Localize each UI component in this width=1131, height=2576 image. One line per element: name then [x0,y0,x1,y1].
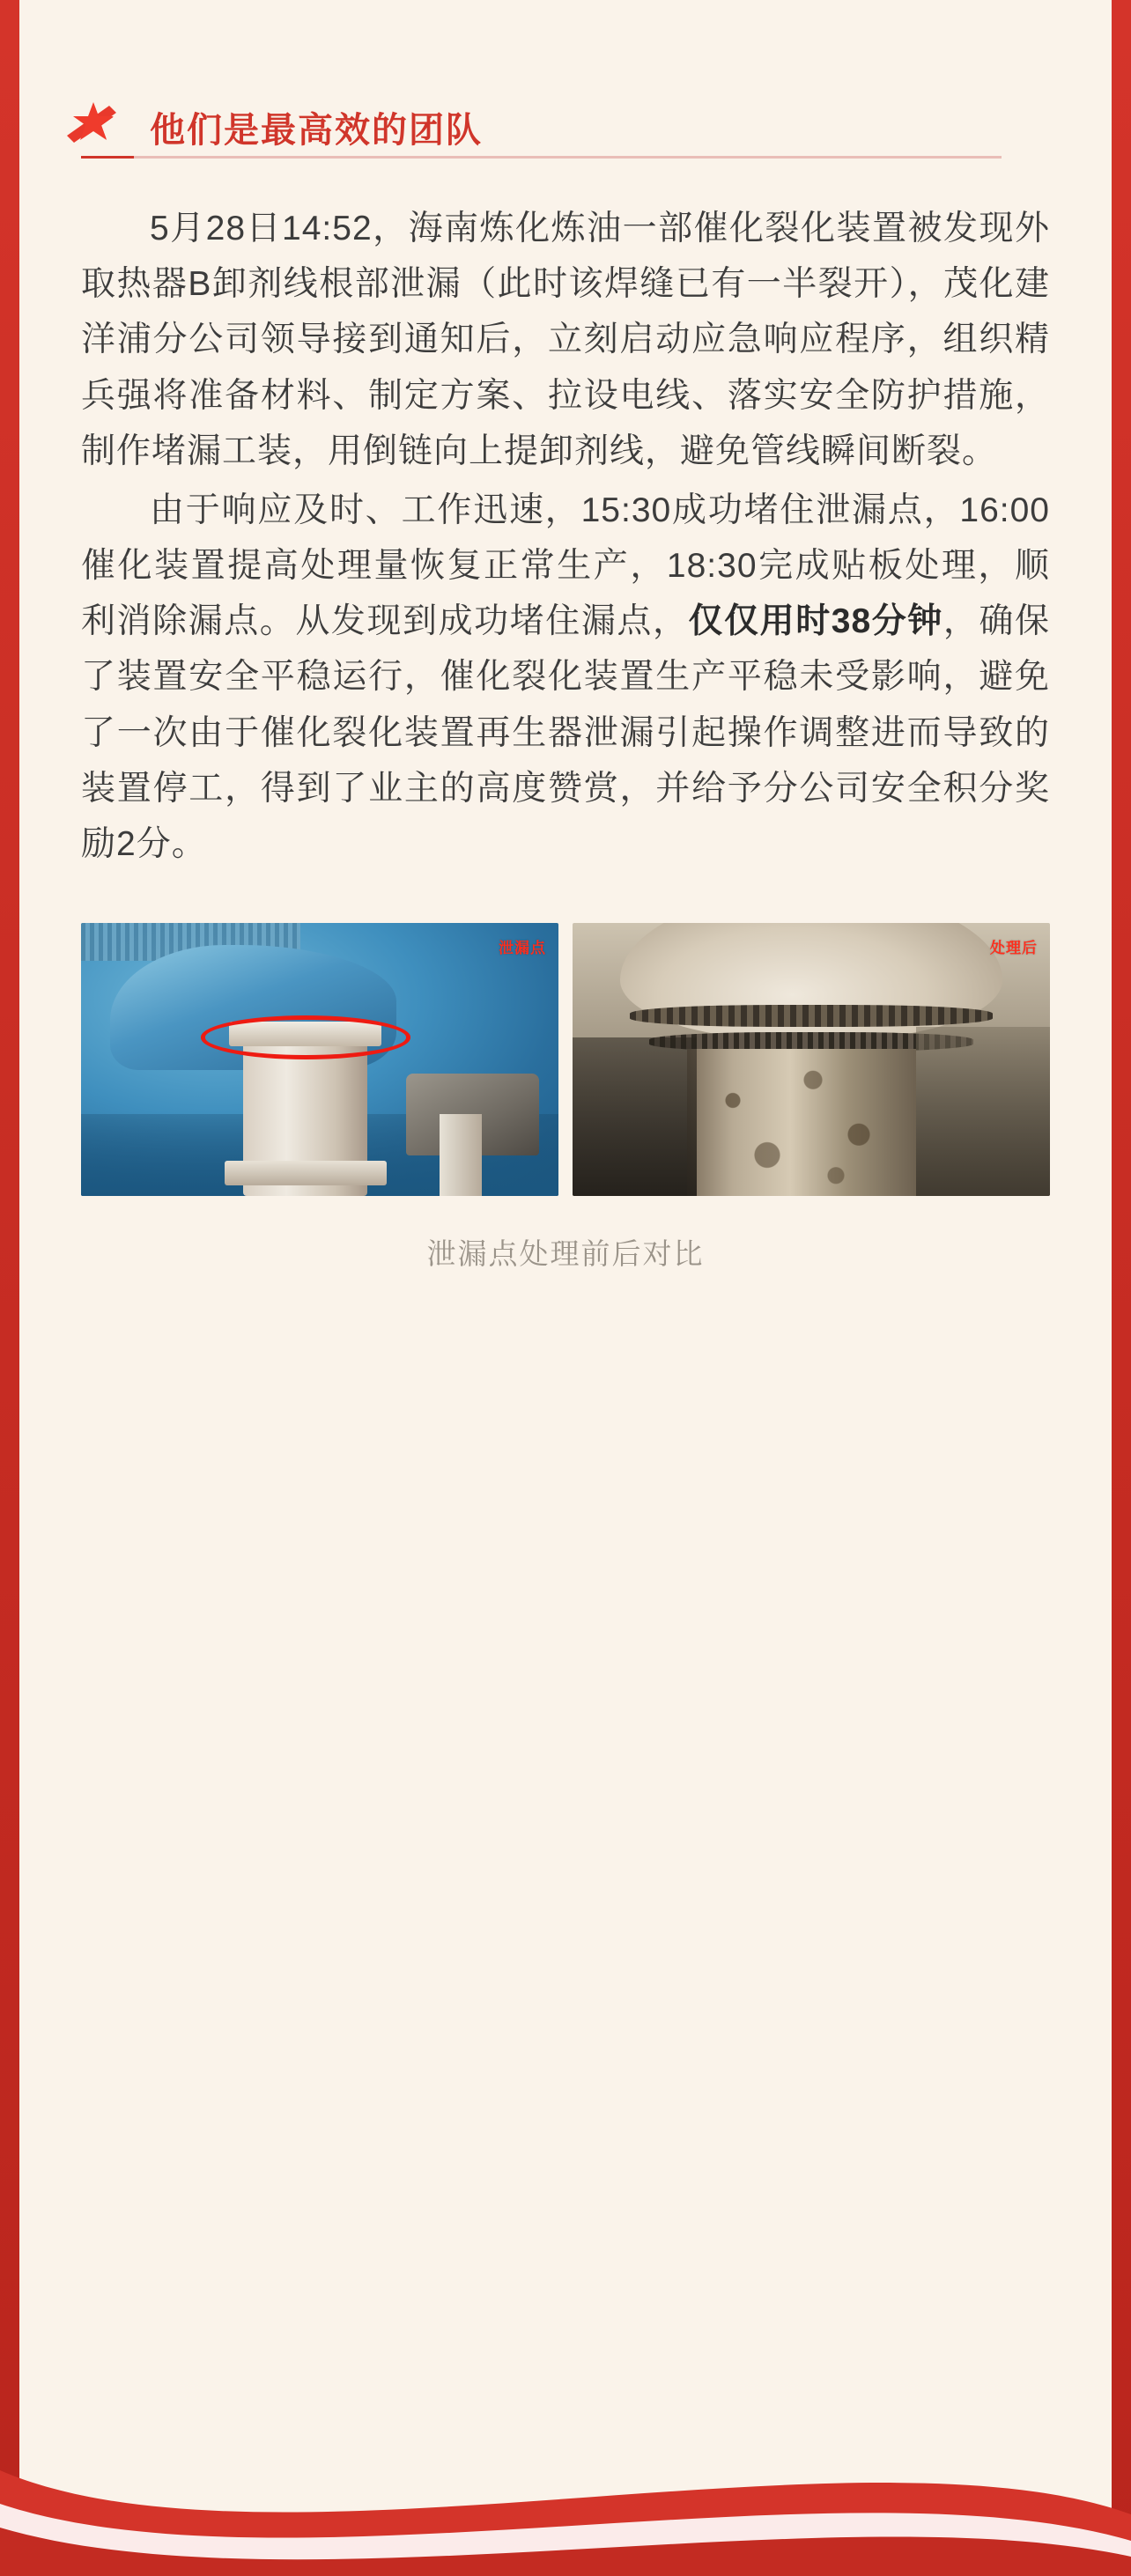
article-paragraph-1: 5月28日14:52，海南炼化炼油一部催化裂化装置被发现外取热器B卸剂线根部泄漏（此时该焊缝已有一半裂开），茂化建洋浦分公司领导接到通知后，立刻启动应急响应程序，组织精兵强将准备材料、制定方案、拉设电线、落实安全防护措施，制作堵漏工装，用倒链向上提卸剂线，避免管线瞬间断裂。 [81,210,1050,470]
article-body [81,201,1050,872]
before-photo-side-pipe [440,1114,483,1196]
section-heading [19,95,1112,159]
after-photo-weld-seam-upper [630,1005,993,1027]
left-red-edge-bar [0,0,19,2576]
photo-caption: 泄漏点处理前后对比 [426,1237,705,1271]
article-paragraph-2 [81,483,1050,872]
paragraph-2-part-1: 由于响应及时、工作迅速，15:30成功堵住泄漏点，16:00催化装置提高处理量恢复正常生产，18:30完成贴板处理，顺利消除漏点。从发现到成功堵住漏点， [81,491,1050,641]
red-star-icon [63,100,127,148]
right-red-edge-bar [1112,0,1131,2576]
after-photo-right-shadow [916,1027,1050,1196]
photo-comparison [81,923,1050,1196]
content-area [19,0,1112,2576]
after-photo-label: 处理后 [990,940,1038,957]
after-photo-surface-stains [687,1059,916,1196]
leak-point-marker-circle [201,1015,410,1059]
before-photo-lower-flange [225,1161,387,1185]
heading-divider-accent [81,156,134,159]
after-photo-left-shadow [573,1037,697,1196]
leak-point-before-photo [81,923,558,1196]
before-photo-label: 泄漏点 [499,940,546,957]
leak-point-after-photo [573,923,1050,1196]
heading-divider [81,156,1002,159]
bottom-wave-decoration [0,2409,1131,2576]
paragraph-2-part-2: ，确保了装置安全平稳运行，催化裂化装置生产平稳未受影响，避免了一次由于催化裂化装置再生器泄漏引起操作调整进而导致的装置停工，得到了业主的高度赞赏，并给予分公司安全积分奖励2分。 [81,602,1050,863]
heading-title: 他们是最高效的团队 [150,110,483,150]
paragraph-2-highlight: 仅仅用时38分钟 [688,602,943,641]
